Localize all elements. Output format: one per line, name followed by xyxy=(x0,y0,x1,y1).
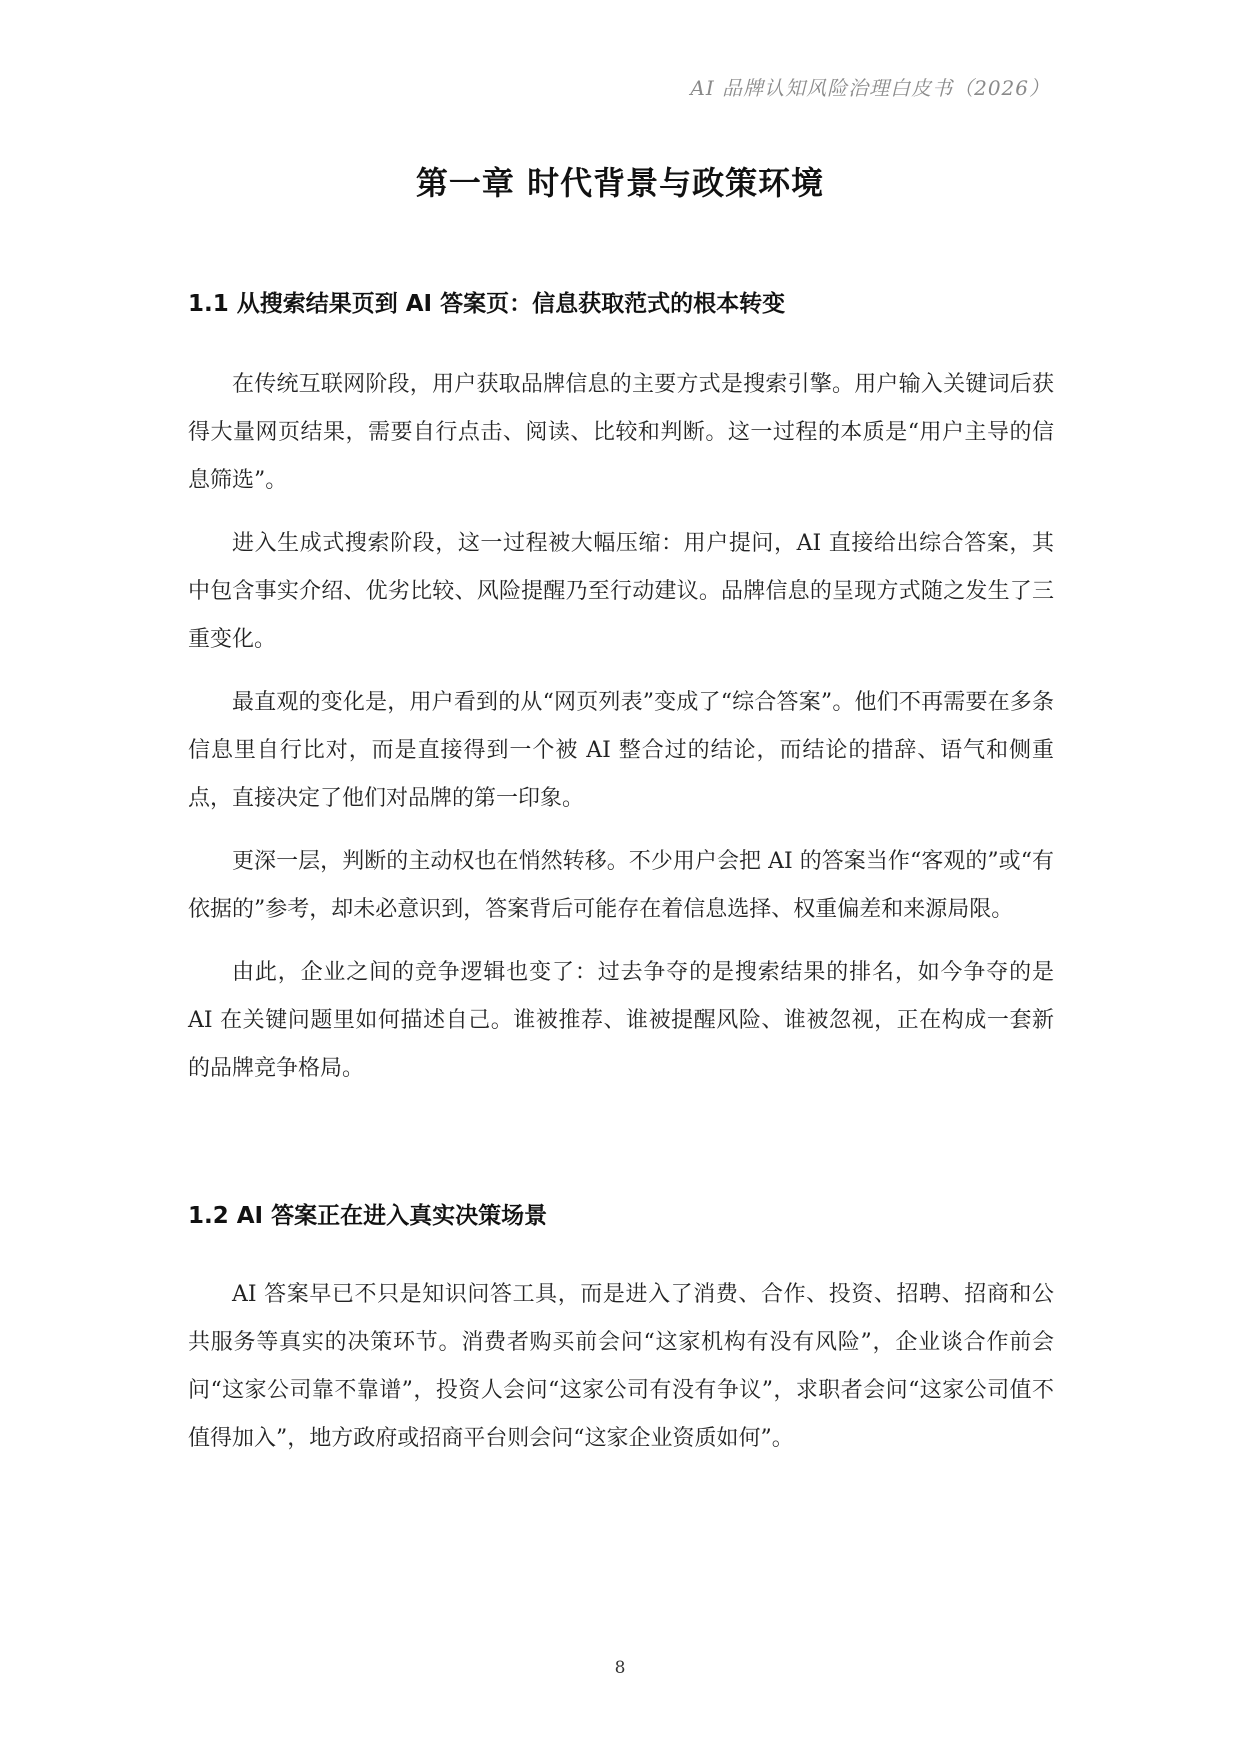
page-number: 8 xyxy=(614,1658,626,1678)
paragraph: 进入生成式搜索阶段，这一过程被大幅压缩：用户提问，AI 直接给出综合答案，其中包含事实介绍、优劣比较、风险提醒乃至行动建议。品牌信息的呈现方式随之发生了三重变化。 xyxy=(188,531,1054,652)
paragraph: AI 答案早已不只是知识问答工具，而是进入了消费、合作、投资、招聘、招商和公共服务等真实的决策环节。消费者购买前会问“这家机构有没有风险”，企业谈合作前会问“这家公司靠不靠谱”，投资人会问“这家公司有没有争议”，求职者会问“这家公司值不值得加入”，地方政府或招商平台则会问“这家企业资质如何”。 xyxy=(188,1282,1054,1451)
paragraph: 更深一层，判断的主动权也在悄然转移。不少用户会把 AI 的答案当作“客观的”或“有依据的”参考，却未必意识到，答案背后可能存在着信息选择、权重偏差和来源局限。 xyxy=(188,849,1054,922)
section-heading-1-1: 1.1 从搜索结果页到 AI 答案页：信息获取范式的根本转变 xyxy=(188,291,786,317)
section-body-1-2 xyxy=(188,1271,1054,1463)
paragraph: 在传统互联网阶段，用户获取品牌信息的主要方式是搜索引擎。用户输入关键词后获得大量网页结果，需要自行点击、阅读、比较和判断。这一过程的本质是“用户主导的信息筛选”。 xyxy=(188,372,1054,493)
paragraph: 最直观的变化是，用户看到的从“网页列表”变成了“综合答案”。他们不再需要在多条信息里自行比对，而是直接得到一个被 AI 整合过的结论，而结论的措辞、语气和侧重点，直接决定了他们对品牌的第一印象。 xyxy=(188,690,1054,811)
section-heading-1-2: 1.2 AI 答案正在进入真实决策场景 xyxy=(188,1203,548,1229)
section-body-1-1 xyxy=(188,361,1054,1093)
paragraph: 由此，企业之间的竞争逻辑也变了：过去争夺的是搜索结果的排名，如今争夺的是 AI 在关键问题里如何描述自己。谁被推荐、谁被提醒风险、谁被忽视，正在构成一套新的品牌竞争格局。 xyxy=(188,960,1054,1081)
running-header: AI 品牌认知风险治理白皮书（2026） xyxy=(690,76,1050,100)
chapter-title: 第一章 时代背景与政策环境 xyxy=(415,164,825,202)
